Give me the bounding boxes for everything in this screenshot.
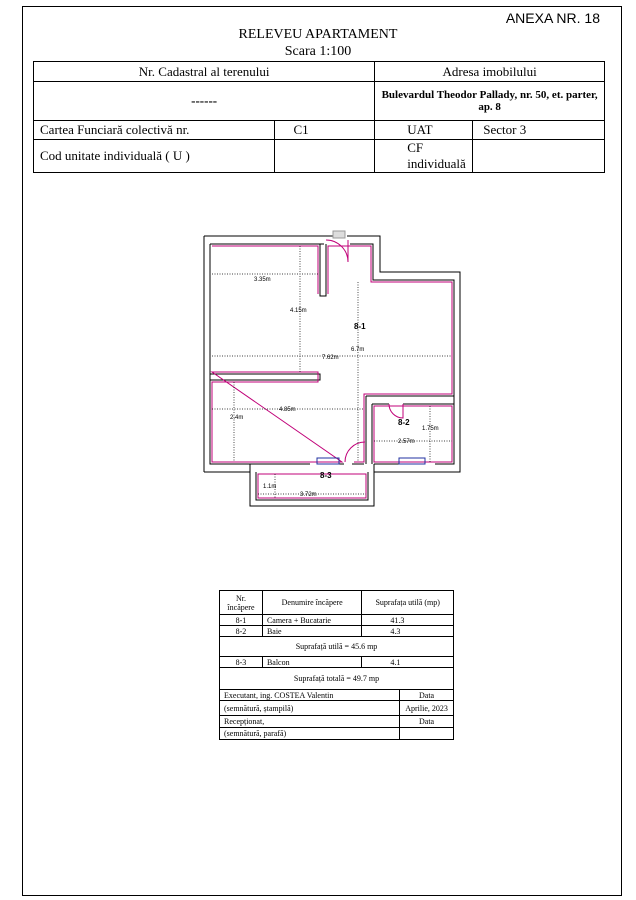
cf-colectiva-label: Cartea Funciară colectivă nr. — [34, 121, 275, 140]
room-area: 41.3 — [362, 615, 454, 626]
partition-wall — [210, 374, 320, 380]
room-label: 8-2 — [398, 418, 410, 427]
dim-label: 6.7m — [351, 347, 365, 353]
date-label: Data — [400, 690, 454, 701]
dim-label: 7.62m — [322, 355, 339, 361]
uat-label: UAT — [375, 121, 473, 140]
room-nr: 8-2 — [220, 626, 263, 637]
dim-label: 3.35m — [254, 277, 271, 283]
signature-stamp: (semnătură, ștampilă) — [220, 701, 400, 716]
dim-label: 2.4m — [230, 415, 244, 421]
room-name: Balcon — [262, 657, 361, 668]
room-name: Camera + Bucatarie — [262, 615, 361, 626]
room-area: 4.3 — [362, 626, 454, 637]
cadastral-label: Nr. Cadastral al terenului — [34, 62, 375, 82]
entry-mark — [333, 231, 345, 238]
date-label-2: Data — [400, 716, 454, 728]
address-label: Adresa imobilului — [375, 62, 605, 82]
room-outline-8-1 — [212, 246, 452, 462]
cod-unitate-value — [275, 140, 375, 173]
cadastral-value: ------ — [34, 82, 375, 121]
document-title: RELEVEU APARTAMENT — [238, 27, 398, 42]
room-area: 4.1 — [362, 657, 454, 668]
cf-individuala-label: CF individuală — [375, 140, 473, 173]
room-nr: 8-3 — [220, 657, 263, 668]
dim-label: 2.57m — [398, 439, 415, 445]
inner-wall — [210, 244, 454, 464]
col-header-nr: Nr. încăpere — [220, 591, 263, 615]
room-name: Baie — [262, 626, 361, 637]
dim-label: 1.1m — [263, 484, 277, 490]
date-value: Aprilie, 2023 — [400, 701, 454, 716]
room-outline-8-2 — [374, 406, 452, 462]
col-header-name: Denumire încăpere — [262, 591, 361, 615]
room-nr: 8-1 — [220, 615, 263, 626]
cod-unitate-label: Cod unitate individuală ( U ) — [34, 140, 275, 173]
cf-individuala-value — [473, 140, 605, 173]
floor-plan — [190, 226, 480, 516]
useful-total: Suprafață utilă = 45.6 mp — [220, 637, 454, 657]
executant: Executant, ing. COSTEA Valentin — [220, 690, 400, 701]
door-swing — [326, 240, 348, 262]
dim-label: 1.75m — [422, 426, 439, 432]
address-value: Bulevardul Theodor Pallady, nr. 50, et. parter, ap. 8 — [375, 82, 605, 121]
cf-colectiva-value: C1 — [275, 121, 375, 140]
outer-wall — [204, 236, 460, 472]
col-header-area: Suprafața utilă (mp) — [362, 591, 454, 615]
dim-label: 4.85m — [279, 407, 296, 413]
scale-label: Scara 1:100 — [284, 44, 352, 59]
room-label: 8-1 — [354, 322, 366, 331]
dim-label: 3.72m — [300, 492, 317, 498]
header-table — [33, 61, 605, 173]
grand-total: Suprafață totală = 49.7 mp — [220, 668, 454, 690]
signature-initial: (semnătură, parafă) — [220, 728, 400, 740]
room-label: 8-3 — [320, 471, 332, 480]
receptionat: Recepționat, — [220, 716, 400, 728]
annex-number: ANEXA NR. 18 — [505, 10, 600, 26]
rooms-table — [219, 590, 454, 740]
door-swing — [345, 442, 365, 462]
dim-label: 4.15m — [290, 308, 307, 314]
partition-wall — [320, 244, 326, 296]
window — [399, 458, 425, 464]
uat-value: Sector 3 — [473, 121, 605, 140]
window — [317, 458, 339, 464]
date-value-2 — [400, 728, 454, 740]
